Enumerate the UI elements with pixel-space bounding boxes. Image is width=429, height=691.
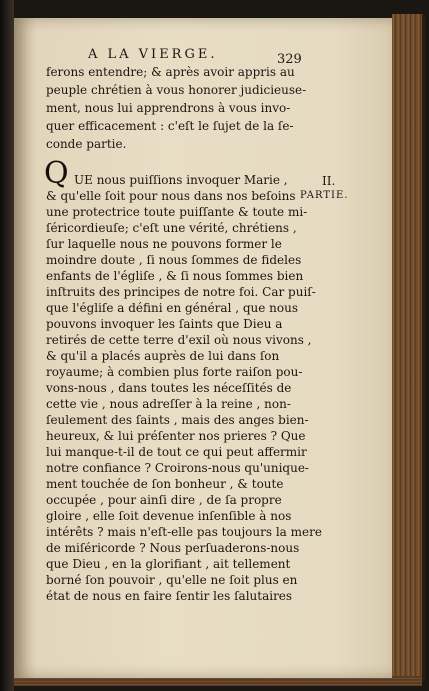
text-line: UE nous puiſſions invoquer Marie , (74, 173, 288, 187)
text-line: ſur laquelle nous ne pouvons former le (46, 237, 282, 251)
text-line: gloire , elle ſoit devenue inſenſible à nos (46, 509, 292, 523)
text-line: ment touchée de ſon bonheur , & toute (46, 477, 284, 491)
text-line: quer efficacement : c'eſt le ſujet de la ſe- (46, 119, 294, 133)
text-line: de miſéricorde ? Nous perſuaderons-nous (46, 541, 300, 555)
text-line: que l'égliſe a défini en général , que nous (46, 301, 299, 315)
text-line: que Dieu , en la glorifiant , ait tellement (46, 557, 291, 571)
text-line: inſtruits des principes de notre foi. Car puiſ- (46, 285, 316, 299)
text-line: intérêts ? mais n'eſt-elle pas toujours la mere (46, 525, 322, 539)
text-line: cette vie , nous adreſſer à la reine , non- (46, 397, 291, 411)
text-line: & qu'il a placés auprès de lui dans ſon (46, 349, 280, 363)
text-line: royaume; à combien plus forte raiſon pou- (46, 365, 303, 379)
text-line: peuple chrétien à vous honorer judicieuse- (46, 83, 307, 97)
text-line: heureux, & lui préſenter nos prieres ? Que (46, 429, 306, 443)
text-line: état de nous en faire ſentir les ſalutaires (46, 589, 293, 603)
text-line: retirés de cette terre d'exil où nous vivons , (46, 333, 312, 347)
text-line: ferons entendre; & après avoir appris au (46, 65, 295, 79)
margin-part-label: PARTIE. (300, 190, 349, 201)
text-line: lui manque-t-il de tout ce qui peut affermir (46, 445, 307, 459)
text-line: occupée , pour ainſi dire , de ſa propre (46, 493, 282, 507)
drop-capital: Q (44, 156, 69, 191)
text-line: ment, nous lui apprendrons à vous invo- (46, 101, 291, 115)
page-edges (392, 14, 425, 682)
text-line: enfants de l'égliſe , & ſi nous ſommes bien (46, 269, 304, 283)
text-line: pouvons invoquer les ſaints que Dieu a (46, 317, 283, 331)
text-line: notre confiance ? Croirons-nous qu'unique- (46, 461, 309, 475)
margin-part-number: II. (322, 174, 336, 188)
text-line: moindre doute , ſi nous ſommes de fideles (46, 253, 302, 267)
text-line: borné ſon pouvoir , qu'elle ne ſoit plus en (46, 573, 298, 587)
running-header: A LA VIERGE. (88, 47, 218, 62)
page-number: 329 (277, 52, 302, 67)
text-line: conde partie. (46, 137, 127, 151)
text-line: & qu'elle ſoit pour nous dans nos beſoins (46, 189, 296, 203)
text-line: vons-nous , dans toutes les néceſſités de (46, 381, 292, 395)
text-line: ſéricordieuſe; c'eſt une vérité, chrétiens , (46, 221, 297, 235)
text-line: une protectrice toute puiſſante & toute mi- (46, 205, 308, 219)
book-gutter (0, 0, 14, 691)
text-line: ſeulement des ſaints , mais des anges bien- (46, 413, 309, 427)
